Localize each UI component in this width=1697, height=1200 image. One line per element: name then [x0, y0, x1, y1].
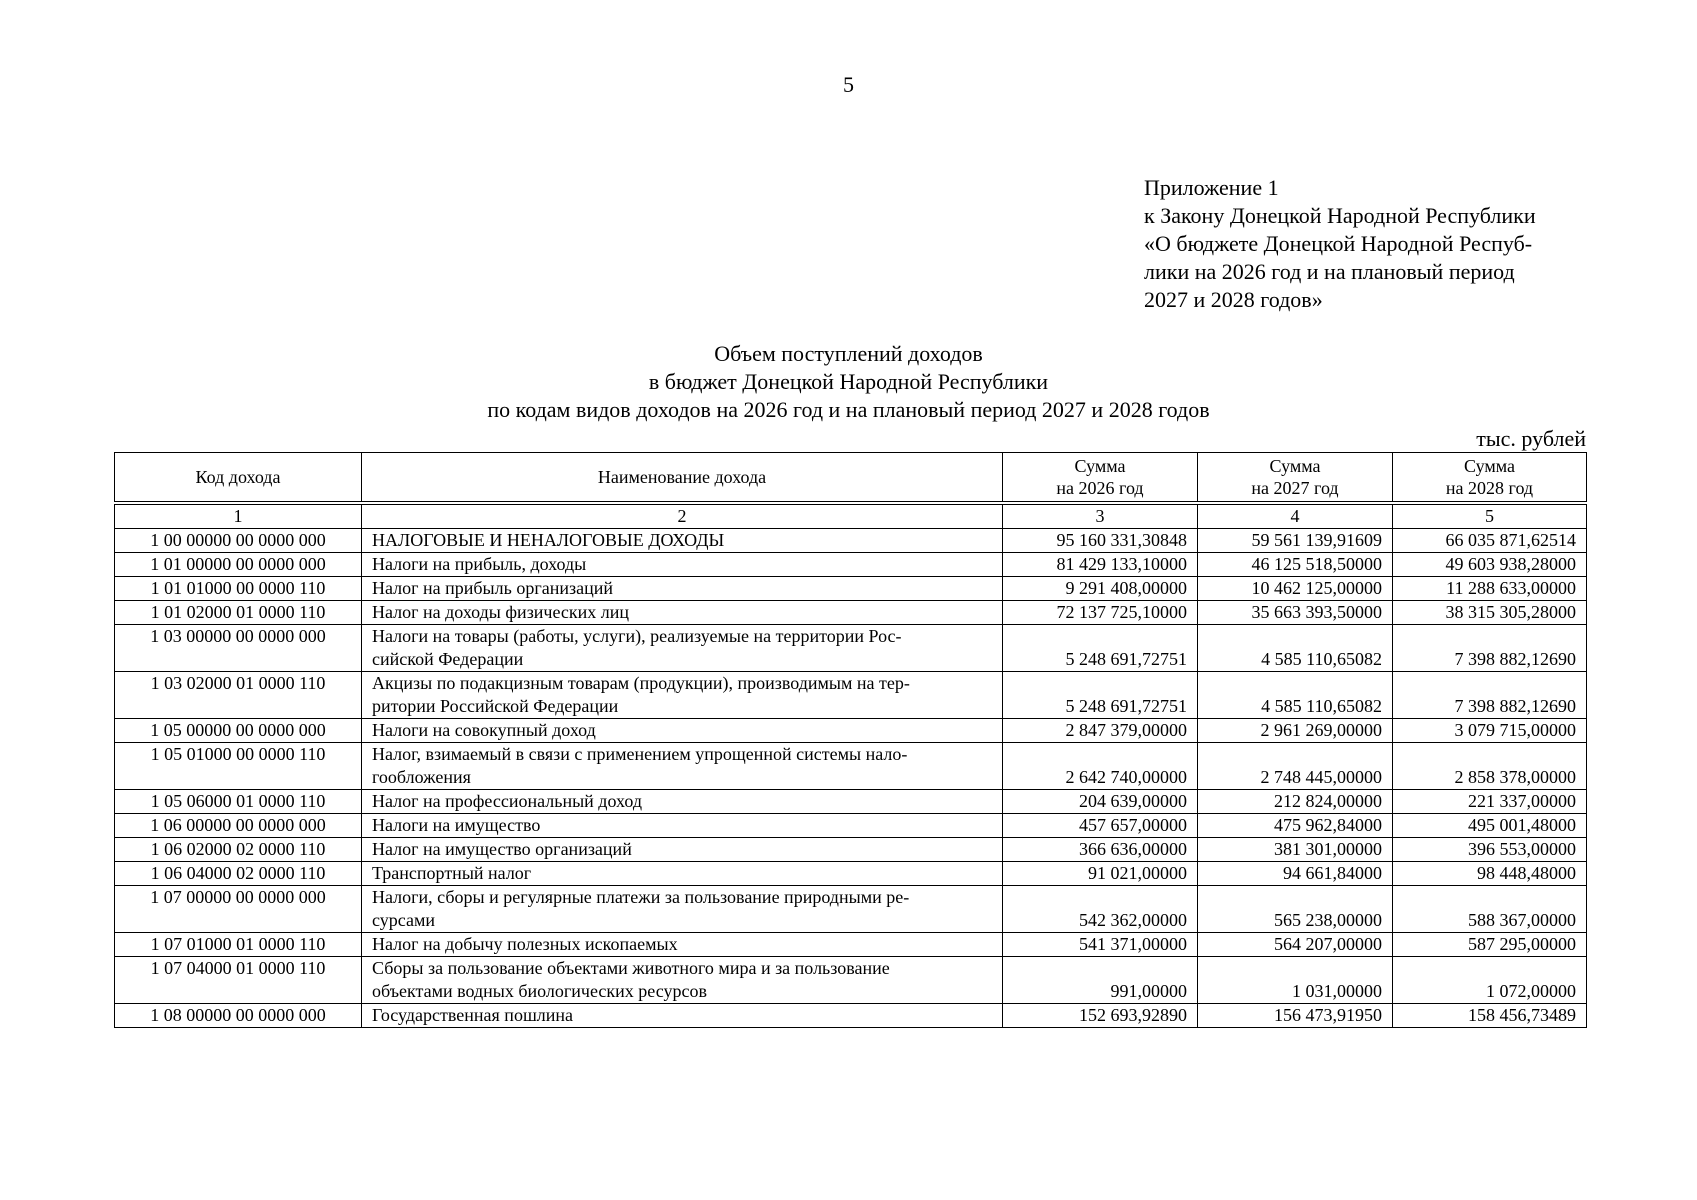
- column-number: 3: [1003, 503, 1198, 529]
- row-sum-2027: 59 561 139,91609: [1198, 529, 1393, 553]
- table-row: [115, 529, 1587, 553]
- row-sum-2027: 4 585 110,65082: [1198, 672, 1393, 719]
- column-number: 1: [115, 503, 362, 529]
- row-sum-2026: 152 693,92890: [1003, 1004, 1198, 1028]
- header-code: Код дохода: [115, 453, 362, 504]
- row-code: 1 06 00000 00 0000 000: [115, 814, 362, 838]
- row-sum-2028: 3 079 715,00000: [1393, 719, 1587, 743]
- row-code: 1 07 00000 00 0000 000: [115, 886, 362, 933]
- row-sum-2027: 4 585 110,65082: [1198, 625, 1393, 672]
- table-row: [115, 838, 1587, 862]
- row-sum-2027: 565 238,00000: [1198, 886, 1393, 933]
- row-name: Акцизы по подакцизным товарам (продукции), производимым на тер- ритории Российской Федерации: [362, 672, 1003, 719]
- row-name: Налог, взимаемый в связи с применением упрощенной системы нало- гообложения: [362, 743, 1003, 790]
- row-sum-2027: 10 462 125,00000: [1198, 577, 1393, 601]
- header-sum-2028-line1: Сумма: [1464, 456, 1515, 476]
- row-sum-2027: 564 207,00000: [1198, 933, 1393, 957]
- row-sum-2027: 46 125 518,50000: [1198, 553, 1393, 577]
- row-code: 1 06 02000 02 0000 110: [115, 838, 362, 862]
- row-sum-2028: 587 295,00000: [1393, 933, 1587, 957]
- table-row: [115, 625, 1587, 672]
- row-name: НАЛОГОВЫЕ И НЕНАЛОГОВЫЕ ДОХОДЫ: [362, 529, 1003, 553]
- table-header-row: [115, 453, 1587, 504]
- table-row: [115, 957, 1587, 1004]
- row-sum-2028: 7 398 882,12690: [1393, 625, 1587, 672]
- header-name: Наименование дохода: [362, 453, 1003, 504]
- row-sum-2028: 38 315 305,28000: [1393, 601, 1587, 625]
- table-row: [115, 862, 1587, 886]
- row-name: Налоги на товары (работы, услуги), реализуемые на территории Рос- сийской Федерации: [362, 625, 1003, 672]
- row-sum-2026: 541 371,00000: [1003, 933, 1198, 957]
- row-sum-2027: 156 473,91950: [1198, 1004, 1393, 1028]
- row-code: 1 08 00000 00 0000 000: [115, 1004, 362, 1028]
- header-sum-2027-line1: Сумма: [1269, 456, 1321, 476]
- row-sum-2028: 1 072,00000: [1393, 957, 1587, 1004]
- row-code: 1 05 06000 01 0000 110: [115, 790, 362, 814]
- document-title: [0, 340, 1697, 424]
- row-sum-2026: 9 291 408,00000: [1003, 577, 1198, 601]
- row-name: Сборы за пользование объектами животного мира и за пользование объектами водных биологических ресурсов: [362, 957, 1003, 1004]
- row-name: Транспортный налог: [362, 862, 1003, 886]
- title-line: по кодам видов доходов на 2026 год и на плановый период 2027 и 2028 годов: [487, 397, 1210, 422]
- row-sum-2026: 91 021,00000: [1003, 862, 1198, 886]
- row-sum-2026: 366 636,00000: [1003, 838, 1198, 862]
- row-sum-2028: 49 603 938,28000: [1393, 553, 1587, 577]
- table-row: [115, 1004, 1587, 1028]
- row-sum-2028: 66 035 871,62514: [1393, 529, 1587, 553]
- row-code: 1 07 01000 01 0000 110: [115, 933, 362, 957]
- row-sum-2028: 158 456,73489: [1393, 1004, 1587, 1028]
- row-sum-2027: 475 962,84000: [1198, 814, 1393, 838]
- header-sum-2027-line2: на 2027 год: [1251, 478, 1339, 498]
- table-row: [115, 933, 1587, 957]
- row-name: Налоги на прибыль, доходы: [362, 553, 1003, 577]
- row-code: 1 01 02000 01 0000 110: [115, 601, 362, 625]
- row-name: Налоги на имущество: [362, 814, 1003, 838]
- column-number-row: [115, 503, 1587, 529]
- column-number: 5: [1393, 503, 1587, 529]
- revenue-table-container: [114, 452, 1586, 1028]
- table-row: [115, 814, 1587, 838]
- header-sum-2027: [1198, 453, 1393, 504]
- row-name: Налог на доходы физических лиц: [362, 601, 1003, 625]
- row-sum-2026: 5 248 691,72751: [1003, 672, 1198, 719]
- row-sum-2027: 1 031,00000: [1198, 957, 1393, 1004]
- units-label: тыс. рублей: [1476, 426, 1586, 451]
- row-sum-2026: 95 160 331,30848: [1003, 529, 1198, 553]
- row-sum-2026: 542 362,00000: [1003, 886, 1198, 933]
- row-sum-2026: 204 639,00000: [1003, 790, 1198, 814]
- row-sum-2027: 212 824,00000: [1198, 790, 1393, 814]
- revenue-table: [114, 452, 1587, 1028]
- table-row: [115, 790, 1587, 814]
- title-line: Объем поступлений доходов: [714, 341, 983, 366]
- header-sum-2026: [1003, 453, 1198, 504]
- table-row: [115, 743, 1587, 790]
- row-sum-2028: 98 448,48000: [1393, 862, 1587, 886]
- row-sum-2028: 221 337,00000: [1393, 790, 1587, 814]
- header-sum-2026-line1: Сумма: [1074, 456, 1126, 476]
- row-sum-2028: 495 001,48000: [1393, 814, 1587, 838]
- row-name: Налоги, сборы и регулярные платежи за пользование природными ре- сурсами: [362, 886, 1003, 933]
- table-row: [115, 672, 1587, 719]
- row-sum-2028: 2 858 378,00000: [1393, 743, 1587, 790]
- table-row: [115, 577, 1587, 601]
- title-line: в бюджет Донецкой Народной Республики: [648, 369, 1049, 394]
- row-name: Государственная пошлина: [362, 1004, 1003, 1028]
- row-sum-2027: 381 301,00000: [1198, 838, 1393, 862]
- appendix-line: лики на 2026 год и на плановый период: [1144, 259, 1515, 284]
- row-code: 1 01 01000 00 0000 110: [115, 577, 362, 601]
- appendix-line: «О бюджете Донецкой Народной Респуб-: [1144, 231, 1533, 256]
- header-sum-2026-line2: на 2026 год: [1056, 478, 1144, 498]
- appendix-line: Приложение 1: [1144, 175, 1279, 200]
- row-code: 1 07 04000 01 0000 110: [115, 957, 362, 1004]
- row-sum-2028: 11 288 633,00000: [1393, 577, 1587, 601]
- row-sum-2026: 457 657,00000: [1003, 814, 1198, 838]
- row-code: 1 00 00000 00 0000 000: [115, 529, 362, 553]
- column-number: 4: [1198, 503, 1393, 529]
- page-number: 5: [843, 72, 854, 97]
- table-row: [115, 886, 1587, 933]
- row-name: Налоги на совокупный доход: [362, 719, 1003, 743]
- row-sum-2026: 72 137 725,10000: [1003, 601, 1198, 625]
- row-code: 1 05 00000 00 0000 000: [115, 719, 362, 743]
- row-sum-2028: 7 398 882,12690: [1393, 672, 1587, 719]
- header-sum-2028-line2: на 2028 год: [1445, 478, 1534, 498]
- row-code: 1 05 01000 00 0000 110: [115, 743, 362, 790]
- row-sum-2026: 2 642 740,00000: [1003, 743, 1198, 790]
- row-code: 1 03 00000 00 0000 000: [115, 625, 362, 672]
- row-sum-2026: 5 248 691,72751: [1003, 625, 1198, 672]
- row-sum-2027: 35 663 393,50000: [1198, 601, 1393, 625]
- row-sum-2027: 94 661,84000: [1198, 862, 1393, 886]
- row-sum-2027: 2 748 445,00000: [1198, 743, 1393, 790]
- row-code: 1 06 04000 02 0000 110: [115, 862, 362, 886]
- table-row: [115, 719, 1587, 743]
- row-name: Налог на добычу полезных ископаемых: [362, 933, 1003, 957]
- row-sum-2026: 2 847 379,00000: [1003, 719, 1198, 743]
- row-name: Налог на имущество организаций: [362, 838, 1003, 862]
- table-body: [115, 529, 1587, 1028]
- appendix-block: [1144, 174, 1614, 314]
- column-number: 2: [362, 503, 1003, 529]
- header-sum-2028: [1393, 453, 1587, 504]
- row-sum-2028: 588 367,00000: [1393, 886, 1587, 933]
- row-name: Налог на профессиональный доход: [362, 790, 1003, 814]
- row-code: 1 01 00000 00 0000 000: [115, 553, 362, 577]
- row-sum-2028: 396 553,00000: [1393, 838, 1587, 862]
- appendix-line: 2027 и 2028 годов»: [1144, 287, 1323, 312]
- row-sum-2027: 2 961 269,00000: [1198, 719, 1393, 743]
- row-name: Налог на прибыль организаций: [362, 577, 1003, 601]
- row-code: 1 03 02000 01 0000 110: [115, 672, 362, 719]
- table-row: [115, 553, 1587, 577]
- row-sum-2026: 991,00000: [1003, 957, 1198, 1004]
- row-sum-2026: 81 429 133,10000: [1003, 553, 1198, 577]
- table-row: [115, 601, 1587, 625]
- appendix-line: к Закону Донецкой Народной Республики: [1144, 203, 1536, 228]
